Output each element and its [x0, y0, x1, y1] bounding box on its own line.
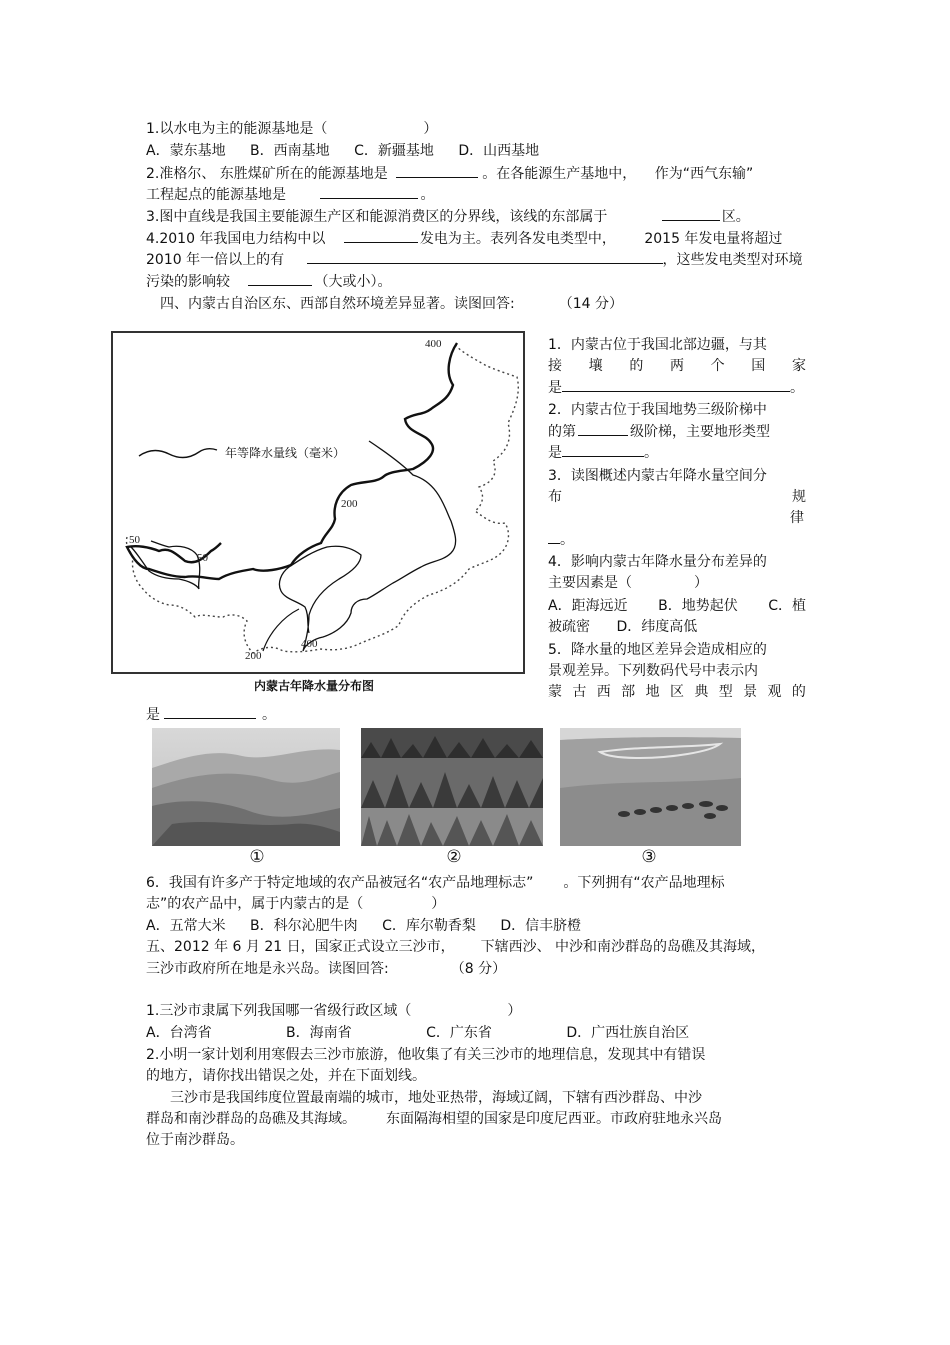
- option-b[interactable]: B．海南省: [286, 1025, 352, 1041]
- q4-3-b: 布 规: [548, 489, 806, 505]
- p5-q2-a: 2.小明一家计划利用寒假去三沙市旅游，他收集了有关三沙市的地理信息，发现其中有错误: [146, 1047, 706, 1063]
- option-a[interactable]: A．距海远近: [548, 598, 628, 614]
- answer-blank[interactable]: [578, 421, 628, 436]
- part5-heading-cont: 三沙市政府所在地是永兴岛。读图回答: （8 分）: [146, 961, 507, 977]
- q4-1-b: 接 壤 的 两 个 国 家: [548, 358, 806, 374]
- option-b[interactable]: B．地势起伏: [658, 598, 738, 614]
- q4-6-b: 志”的农产品中，属于内蒙古的是（ ）: [146, 896, 446, 912]
- label-50-west: 50: [129, 534, 140, 546]
- option-a[interactable]: A．蒙东基地: [146, 143, 226, 159]
- q4-5-b: 景观差异。下列数码代号中表示内: [548, 663, 758, 679]
- q4-5-c: 蒙 古 西 部 地 区 典 型 景 观 的: [548, 684, 806, 700]
- label-50-inner: 50: [197, 552, 208, 564]
- desert-photo: [152, 728, 340, 846]
- option-d[interactable]: D．信丰脐橙: [500, 918, 582, 934]
- q4-6-a: 6．我国有许多产于特定地域的农产品被冠名“农产品地理标志” 。下列拥有“农产品地理标: [146, 875, 725, 891]
- q4-4-options: [548, 596, 806, 616]
- q4-4-b: 主要因素是（ ）: [548, 575, 708, 591]
- p5-q1-options: [146, 1023, 689, 1043]
- option-c[interactable]: C．植: [768, 598, 806, 614]
- option-c[interactable]: C．库尔勒香梨: [382, 918, 476, 934]
- photo-label-2: ②: [446, 847, 462, 867]
- p3-q2: 2.准格尔、 东胜煤矿所在的能源基地是 。在各能源生产基地中， 作为“西气东输”: [146, 163, 753, 184]
- p5-passage-1[interactable]: 三沙市是我国纬度位置最南端的城市，地处亚热带，海域辽阔，下辖有西沙群岛、中沙: [170, 1090, 702, 1106]
- q4-6-options: [146, 916, 581, 936]
- answer-blank[interactable]: [248, 271, 312, 286]
- answer-blank[interactable]: [396, 163, 478, 178]
- p5-q2-b: 的地方，请你找出错误之处，并在下面划线。: [146, 1068, 426, 1084]
- answer-blank[interactable]: [164, 704, 256, 719]
- option-a[interactable]: A．台湾省: [146, 1025, 212, 1041]
- p3-q4-cont2: 污染的影响较 （大或小）。: [146, 271, 391, 292]
- p3-q1: 1.以水电为主的能源基地是（ ）: [146, 121, 438, 137]
- p3-q1-options: [146, 141, 539, 161]
- forest-photo: [361, 728, 543, 846]
- q4-2-c: 是 。: [548, 442, 658, 463]
- photo-label-1: ①: [249, 847, 265, 867]
- answer-blank[interactable]: [662, 206, 720, 221]
- option-d[interactable]: D．山西基地: [458, 143, 540, 159]
- q4-4-a: 4．影响内蒙古年降水量分布差异的: [548, 554, 767, 570]
- q4-3-a: 3．读图概述内蒙古年降水量空间分: [548, 468, 767, 484]
- p5-q1: 1.三沙市隶属下列我国哪一省级行政区域（ ）: [146, 1003, 522, 1019]
- answer-blank[interactable]: [548, 529, 560, 544]
- label-400-north: 400: [425, 338, 442, 350]
- answer-blank[interactable]: [562, 442, 644, 457]
- grassland-photo: [560, 728, 741, 846]
- option-b[interactable]: B．西南基地: [250, 143, 330, 159]
- part5-heading: 五、2012 年 6 月 21 日，国家正式设立三沙市， 下辖西沙、 中沙和南沙群岛的岛礁及其海域，: [146, 939, 766, 955]
- map-caption: 内蒙古年降水量分布图: [254, 679, 375, 693]
- province-border: [126, 345, 518, 653]
- label-200-middle: 200: [341, 498, 358, 510]
- q4-3-d: 。: [548, 529, 574, 550]
- map-drawing: [113, 333, 523, 672]
- answer-blank[interactable]: [562, 377, 790, 392]
- option-b[interactable]: B．科尔沁肥牛肉: [250, 918, 358, 934]
- option-c[interactable]: C．广东省: [426, 1025, 492, 1041]
- answer-blank[interactable]: [307, 249, 663, 264]
- option-d[interactable]: D．纬度高低: [616, 619, 698, 635]
- p3-q3: 3.图中直线是我国主要能源生产区和能源消费区的分界线，该线的东部属于 区。: [146, 206, 750, 227]
- p5-passage-3[interactable]: 位于南沙群岛。: [146, 1132, 244, 1148]
- q4-2-b: 的第 级阶梯，主要地形类型: [548, 421, 770, 442]
- option-d[interactable]: D．广西壮族自治区: [566, 1025, 690, 1041]
- q4-3-c: 律: [790, 510, 804, 526]
- q4-1-a: 1．内蒙古位于我国北部边疆，与其: [548, 337, 767, 353]
- label-400-south: 400: [301, 638, 318, 650]
- q4-5-d: 是 。: [146, 704, 276, 725]
- isoline-200-east: [263, 609, 299, 651]
- legend-line: [139, 449, 217, 458]
- answer-blank[interactable]: [344, 228, 418, 243]
- isoline-400: [127, 343, 457, 579]
- q4-4-options-cont: 被疏密 D．纬度高低: [548, 619, 698, 635]
- p3-q2-cont: 工程起点的能源基地是 。: [146, 184, 434, 205]
- part4-heading: 四、内蒙古自治区东、西部自然环境差异显著。读图回答: （14 分）: [160, 296, 623, 312]
- p3-q4: 4.2010 年我国电力结构中以 发电为主。表列各发电类型中， 2015 年发电量将超过: [146, 228, 782, 249]
- answer-blank[interactable]: [320, 184, 418, 199]
- p3-q4-cont: 2010 年一倍以上的有 ，这些发电类型对环境: [146, 249, 803, 270]
- option-c[interactable]: C．新疆基地: [354, 143, 434, 159]
- precipitation-map: [111, 331, 525, 674]
- label-200-south: 200: [245, 650, 262, 662]
- q4-5-a: 5．降水量的地区差异会造成相应的: [548, 642, 767, 658]
- map-legend-text: 年等降水量线（毫米）: [225, 446, 346, 460]
- p5-passage-2: 群岛和南沙群岛的岛礁及其海域。 东面隔海相望的国家是印度尼西亚。市政府驻地永兴岛: [146, 1111, 722, 1127]
- q4-2-a: 2．内蒙古位于我国地势三级阶梯中: [548, 402, 767, 418]
- isoline-200: [279, 441, 455, 651]
- q4-1-c: 是 。: [548, 377, 804, 398]
- photo-label-3: ③: [641, 847, 657, 867]
- option-a[interactable]: A．五常大米: [146, 918, 226, 934]
